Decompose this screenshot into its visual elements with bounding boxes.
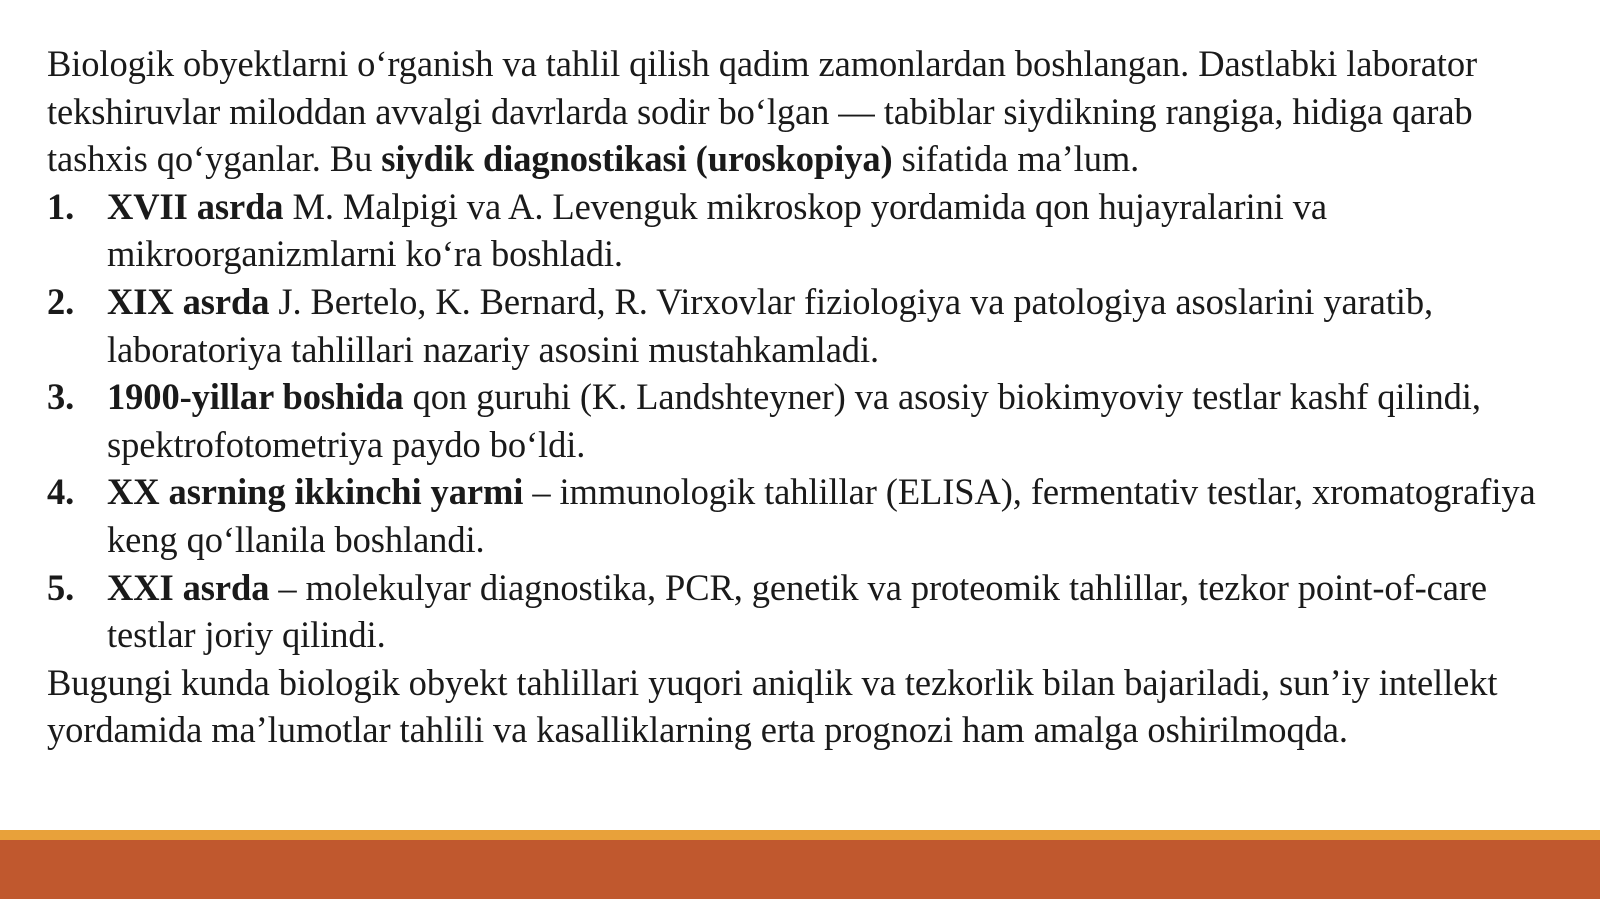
list-item <box>47 564 1567 659</box>
list-item-bold: XXI asrda <box>107 566 270 608</box>
list-item <box>47 183 1567 278</box>
list-item-text: J. Bertelo, K. Bernard, R. Virxovlar fiziologiya va patologiya asoslarini yaratib, laboratoriya tahlillari nazariy asosini mustahkamladi. <box>107 280 1433 370</box>
list-item <box>47 373 1567 468</box>
list-item <box>47 468 1567 563</box>
slide-content <box>47 40 1567 754</box>
list-number: 4. <box>47 471 75 513</box>
intro-text-after: sifatida ma’lum. <box>892 138 1140 180</box>
history-list <box>47 183 1567 659</box>
list-item-text: qon guruhi (K. Landshteyner) va asosiy biokimyoviy testlar kashf qilindi, spektrofotometriya paydo bo‘ldi. <box>107 376 1481 465</box>
intro-paragraph <box>47 40 1567 183</box>
list-item-bold: XVII asrda <box>107 185 284 227</box>
intro-bold-term: siydik diagnostikasi (uroskopiya) <box>381 138 893 180</box>
list-number: 5. <box>47 566 75 608</box>
intro-text-before: Biologik obyektlarni o‘rganish va tahlil qilish qadim zamonlardan boshlangan. Dastlabki laborator tekshiruvlar miloddan avvalgi davrlarda sodir bo‘lgan — tabiblar siydikning rangiga, hidiga qarab tashxis qo‘yganlar. Bu <box>47 43 1478 180</box>
list-item-bold: XIX asrda <box>107 280 270 322</box>
list-item-text: M. Malpigi va A. Levenguk mikroskop yordamida qon hujayralarini va mikroorganizmlarni ko‘ra boshladi. <box>107 185 1327 275</box>
list-number: 3. <box>47 376 75 418</box>
footer-band <box>0 840 1600 899</box>
list-number: 1. <box>47 185 75 227</box>
footer-accent-strip <box>0 830 1600 840</box>
list-item-text: – immunologik tahlillar (ELISA), fermentativ testlar, xromatografiya keng qo‘llanila boshlandi. <box>107 471 1536 560</box>
list-item-bold: 1900-yillar boshida <box>107 376 404 418</box>
outro-paragraph: Bugungi kunda biologik obyekt tahlillari yuqori aniqlik va tezkorlik bilan bajariladi, sun’iy intellekt yordamida ma’lumotlar tahlili va kasalliklarning erta prognozi ham amalga oshirilmoqda. <box>47 661 1498 751</box>
list-item-text: – molekulyar diagnostika, PCR, genetik va proteomik tahlillar, tezkor point-of-care testlar joriy qilindi. <box>107 566 1487 656</box>
list-item <box>47 278 1567 373</box>
list-number: 2. <box>47 280 75 322</box>
list-item-bold: XX asrning ikkinchi yarmi <box>107 471 524 513</box>
